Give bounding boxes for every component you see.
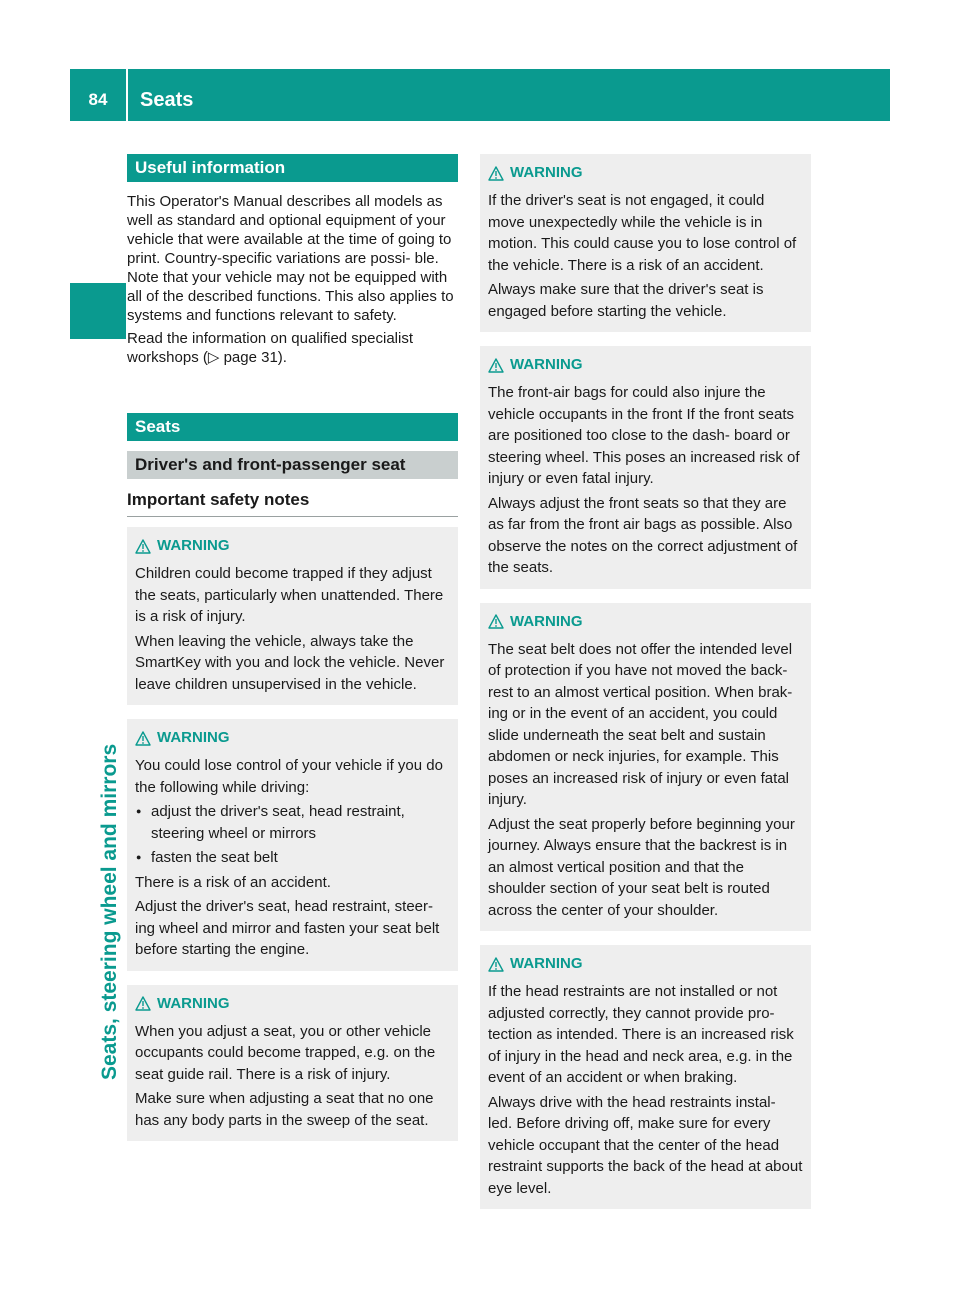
warning-triangle-icon [135,539,151,554]
warning-triangle-icon [488,166,504,181]
warning-text: The seat belt does not offer the intended level of protection if you have not moved the back- rest to an almost vertical position. When brak- ing or in the event of an accident, you could slide underneath the seat belt and sustain abdomen or neck injuries, for example. This poses an increased risk of injury or even fatal injury. [488,640,793,808]
warning-text: If the head restraints are not installed or not adjusted correctly, they cannot provide pro- tection as intended. There is an increased risk of injury in the head and neck area, e.g. in the event of an accident or when braking. [488,983,794,1086]
warning-title: WARNING [510,955,583,972]
warning-bullet-list [135,801,450,869]
warning-box [480,154,811,332]
warning-box [127,985,458,1142]
safety-notes-heading: Important safety notes [127,479,458,517]
left-column [127,154,458,1155]
warning-triangle-icon [135,731,151,746]
header-divider [126,69,128,121]
warning-title: WARNING [510,164,583,181]
warning-text: Adjust the seat properly before beginning your journey. Always ensure that the backrest is in an almost vertical position and that the shoulder section of your seat belt is routed across the center of your shoulder. [488,815,795,919]
warning-text: Always make sure that the driver's seat is engaged before starting the vehicle. [488,281,764,320]
warning-title: WARNING [157,729,230,746]
warning-triangle-icon [135,996,151,1011]
seats-section-heading: Seats [127,413,458,441]
warning-box [480,945,811,1209]
useful-info-reference: Read the information on qualified specialist workshops (▷ page 31). [127,330,414,366]
list-item: ● fasten the seat belt [135,847,450,869]
warning-text: Make sure when adjusting a seat that no one has any body parts in the sweep of the seat. [135,1090,434,1129]
warning-text: Adjust the driver's seat, head restraint, steer- ing wheel and mirror and fasten your seat belt before starting the engine. [135,898,440,958]
list-item: ● adjust the driver's seat, head restraint, steering wheel or mirrors [135,801,450,844]
warning-text: Always drive with the head restraints instal- led. Before driving off, make sure for every vehicle occupant that the center of the head restraint supports the back of the head at about eye level. [488,1093,803,1197]
useful-info-paragraph: This Operator's Manual describes all models as well as standard and optional equipment of your vehicle that were available at the time of going to print. Country-specific variations are possi- ble. Note that your vehicle may not be equipped with all of the described functions. This also applies to systems and functions relevant to safety. [127,193,454,324]
warning-text: Always adjust the front seats so that they are as far from the front air bags as possible. Also observe the notes on the correct adjustment of the seats. [488,494,798,576]
chapter-side-label: Seats, steering wheel and mirrors [98,743,121,1080]
warning-text: There is a risk of an accident. [135,873,331,891]
warning-title: WARNING [510,612,583,630]
page-title: Seats [140,89,194,111]
warning-title: WARNING [510,356,583,373]
warning-title: WARNING [157,994,230,1012]
warning-text: If the driver's seat is not engaged, it could move unexpectedly while the vehicle is in motion. This could cause you to lose control of the vehicle. There is a risk of an accident. [488,192,797,274]
right-column [480,154,811,1223]
warning-text: The front-air bags for could also injure the vehicle occupants in the front If the front seats are positioned too close to the dash- board or steering wheel. This poses an increased risk of injury or even fatal injury. [488,384,800,487]
warning-box [480,346,811,589]
warning-text: When leaving the vehicle, always take the SmartKey with you and lock the vehicle. Never leave children unsupervised in the vehicle. [135,632,445,693]
warning-triangle-icon [488,358,504,373]
warning-title: WARNING [157,537,230,554]
warning-text: You could lose control of your vehicle if you do the following while driving: [135,757,443,796]
warning-box [127,719,458,971]
warning-text: Children could become trapped if they adjust the seats, particularly when unattended. There is a risk of injury. [135,565,444,625]
warning-triangle-icon [488,957,504,972]
warning-box [127,527,458,705]
warning-triangle-icon [488,614,504,629]
page-number: 84 [88,90,108,109]
useful-info-body [127,192,458,367]
chapter-tab-marker [70,283,126,339]
warning-box [480,603,811,932]
useful-info-heading: Useful information [127,154,458,182]
warning-text: When you adjust a seat, you or other vehicle occupants could become trapped, e.g. on the seat guide rail. There is a risk of injury. [135,1022,436,1083]
subsection-heading: Driver's and front-passenger seat [127,451,458,479]
